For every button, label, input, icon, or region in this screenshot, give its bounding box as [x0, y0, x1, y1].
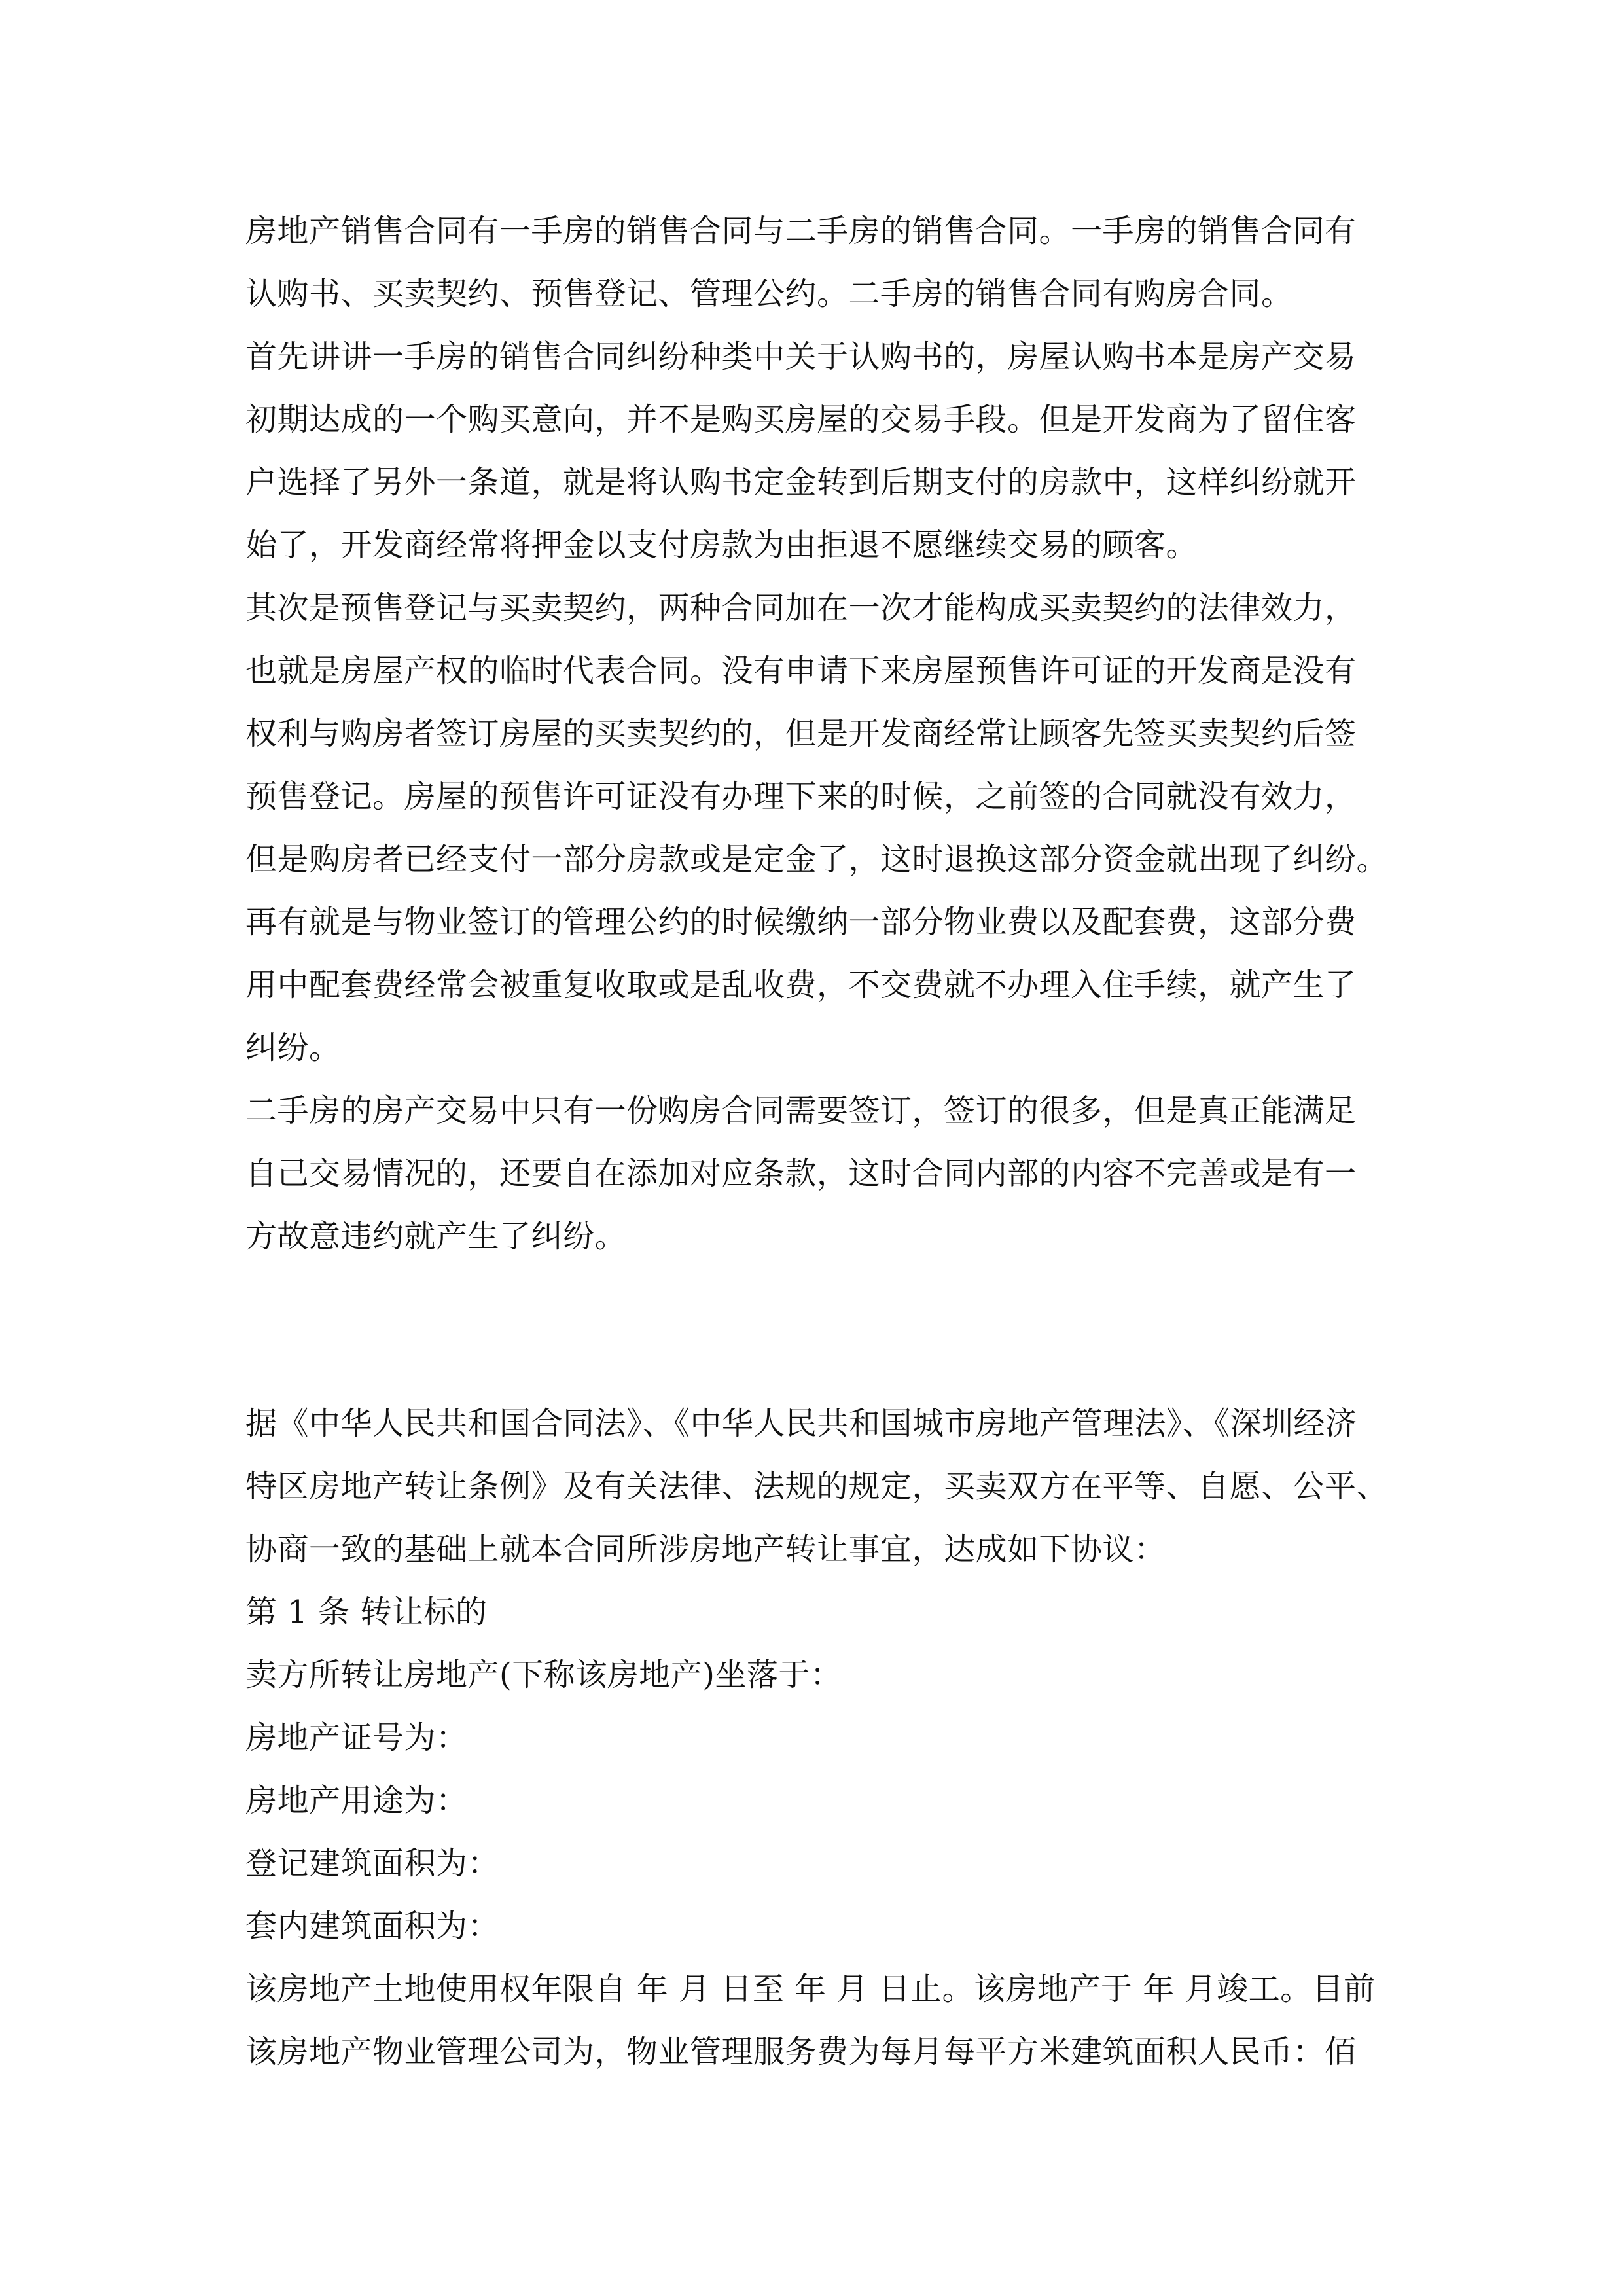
article-heading: 第 1 条 转让标的 [245, 1594, 488, 1630]
contract-line: 登记建筑面积为： [245, 1845, 500, 1882]
text-line: 用中配套费经常会被重复收取或是乱收费，不交费就不办理入住手续，就产生了 [245, 967, 1357, 1003]
text-line: 初期达成的一个购买意向，并不是购买房屋的交易手段。但是开发商为了留住客 [245, 401, 1357, 438]
text-line: 始了，开发商经常将押金以支付房款为由拒退不愿继续交易的顾客。 [245, 527, 1198, 564]
contract-line: 该房地产物业管理公司为，物业管理服务费为每月每平方米建筑面积人民币：佰 [245, 2034, 1357, 2070]
section-gap [245, 1268, 1378, 1392]
text-line: 首先讲讲一手房的销售合同纠纷种类中关于认购书的，房屋认购书本是房产交易 [245, 338, 1357, 375]
text-line: 其次是预售登记与买卖契约，两种合同加在一次才能构成买卖契约的法律效力， [245, 590, 1357, 626]
text-line: 二手房的房产交易中只有一份购房合同需要签订，签订的很多，但是真正能满足 [245, 1092, 1357, 1129]
text-line: 房地产销售合同有一手房的销售合同与二手房的销售合同。一手房的销售合同有 [245, 213, 1357, 249]
text-line: 权利与购房者签订房屋的买卖契约的，但是开发商经常让顾客先签买卖契约后签 [245, 715, 1357, 752]
contract-line: 卖方所转让房地产(下称该房地产)坐落于： [245, 1657, 842, 1693]
contract-line: 该房地产土地使用权年限自 年 月 日至 年 月 日止。该房地产于 年 月竣工。目前 [245, 1971, 1376, 2007]
contract-line: 套内建筑面积为： [245, 1908, 500, 1945]
text-line: 认购书、买卖契约、预售登记、管理公约。二手房的销售合同有购房合同。 [245, 276, 1293, 312]
contract-line: 房地产用途为： [245, 1782, 468, 1819]
contract-line: 协商一致的基础上就本合同所涉房地产转让事宜，达成如下协议： [245, 1531, 1166, 1568]
text-line: 再有就是与物业签订的管理公约的时候缴纳一部分物业费以及配套费，这部分费 [245, 904, 1357, 941]
text-line: 预售登记。房屋的预售许可证没有办理下来的时候，之前签的合同就没有效力， [245, 778, 1357, 815]
text-line: 但是购房者已经支付一部分房款或是定金了，这时退换这部分资金就出现了纠纷。 [245, 841, 1389, 878]
contract-line: 房地产证号为： [245, 1719, 468, 1756]
contract-line: 特区房地产转让条例》及有关法律、法规的规定，买卖双方在平等、自愿、公平、 [245, 1468, 1389, 1505]
text-line: 自己交易情况的，还要自在添加对应条款，这时合同内部的内容不完善或是有一 [245, 1155, 1357, 1192]
text-line: 方故意违约就产生了纠纷。 [245, 1218, 627, 1255]
text-line: 户选择了另外一条道，就是将认购书定金转到后期支付的房款中，这样纠纷就开 [245, 464, 1357, 501]
document-body [245, 200, 1389, 2083]
text-line: 也就是房屋产权的临时代表合同。没有申请下来房屋预售许可证的开发商是没有 [245, 653, 1357, 689]
text-line: 纠纷。 [245, 1030, 341, 1066]
contract-line: 据《中华人民共和国合同法》、《中华人民共和国城市房地产管理法》、《深圳经济 [245, 1405, 1357, 1442]
